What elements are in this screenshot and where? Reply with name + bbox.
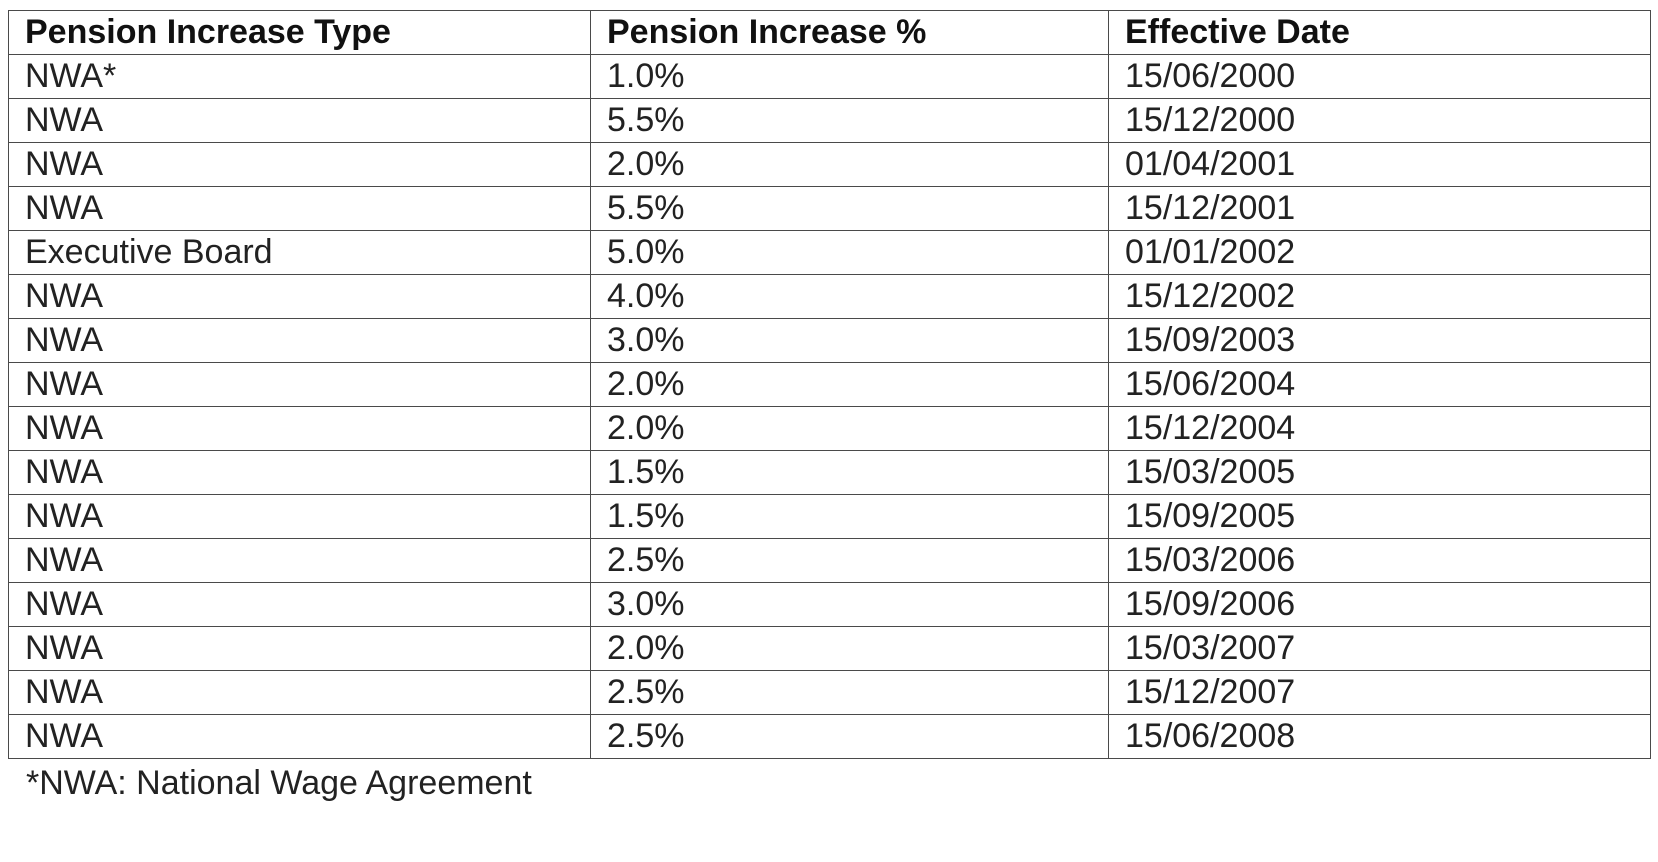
cell-percent: 2.0%	[591, 363, 1109, 407]
cell-type: NWA	[9, 407, 591, 451]
cell-percent: 2.0%	[591, 143, 1109, 187]
table-row	[9, 143, 1651, 187]
cell-percent: 4.0%	[591, 275, 1109, 319]
table-row	[9, 583, 1651, 627]
cell-percent: 2.0%	[591, 407, 1109, 451]
cell-date: 15/09/2005	[1109, 495, 1651, 539]
cell-percent: 2.5%	[591, 671, 1109, 715]
header-effective-date: Effective Date	[1109, 11, 1651, 55]
table-row	[9, 671, 1651, 715]
cell-date: 15/12/2000	[1109, 99, 1651, 143]
table-row	[9, 99, 1651, 143]
cell-date: 15/06/2000	[1109, 55, 1651, 99]
cell-date: 01/01/2002	[1109, 231, 1651, 275]
cell-date: 15/09/2003	[1109, 319, 1651, 363]
cell-percent: 1.5%	[591, 451, 1109, 495]
cell-percent: 1.0%	[591, 55, 1109, 99]
cell-date: 15/06/2004	[1109, 363, 1651, 407]
cell-date: 15/09/2006	[1109, 583, 1651, 627]
footnote: *NWA: National Wage Agreement	[26, 764, 532, 802]
table-row	[9, 275, 1651, 319]
cell-type: NWA	[9, 451, 591, 495]
cell-date: 15/03/2007	[1109, 627, 1651, 671]
cell-percent: 2.5%	[591, 715, 1109, 759]
cell-type: NWA	[9, 539, 591, 583]
cell-date: 15/12/2007	[1109, 671, 1651, 715]
cell-percent: 2.0%	[591, 627, 1109, 671]
cell-type: NWA	[9, 583, 591, 627]
cell-percent: 2.5%	[591, 539, 1109, 583]
cell-date: 15/12/2002	[1109, 275, 1651, 319]
cell-date: 15/03/2006	[1109, 539, 1651, 583]
cell-date: 15/03/2005	[1109, 451, 1651, 495]
cell-percent: 5.5%	[591, 187, 1109, 231]
cell-type: Executive Board	[9, 231, 591, 275]
cell-type: NWA	[9, 319, 591, 363]
cell-date: 01/04/2001	[1109, 143, 1651, 187]
table-row	[9, 231, 1651, 275]
pension-increase-table	[8, 10, 1651, 759]
cell-percent: 3.0%	[591, 583, 1109, 627]
cell-type: NWA	[9, 671, 591, 715]
table-row	[9, 539, 1651, 583]
cell-type: NWA*	[9, 55, 591, 99]
table-row	[9, 407, 1651, 451]
header-pension-increase-type: Pension Increase Type	[9, 11, 591, 55]
cell-type: NWA	[9, 363, 591, 407]
cell-date: 15/12/2004	[1109, 407, 1651, 451]
header-pension-increase-percent: Pension Increase %	[591, 11, 1109, 55]
cell-date: 15/12/2001	[1109, 187, 1651, 231]
table-row	[9, 495, 1651, 539]
document	[8, 10, 1650, 803]
cell-percent: 1.5%	[591, 495, 1109, 539]
cell-type: NWA	[9, 99, 591, 143]
table-row	[9, 319, 1651, 363]
cell-type: NWA	[9, 715, 591, 759]
table-header-row	[9, 11, 1651, 55]
cell-type: NWA	[9, 627, 591, 671]
table-row	[9, 363, 1651, 407]
table-row	[9, 627, 1651, 671]
table-row	[9, 187, 1651, 231]
cell-type: NWA	[9, 143, 591, 187]
cell-type: NWA	[9, 275, 591, 319]
cell-percent: 5.0%	[591, 231, 1109, 275]
cell-percent: 3.0%	[591, 319, 1109, 363]
cell-date: 15/06/2008	[1109, 715, 1651, 759]
table-row	[9, 715, 1651, 759]
cell-type: NWA	[9, 495, 591, 539]
cell-type: NWA	[9, 187, 591, 231]
cell-percent: 5.5%	[591, 99, 1109, 143]
table-row	[9, 55, 1651, 99]
table-row	[9, 451, 1651, 495]
